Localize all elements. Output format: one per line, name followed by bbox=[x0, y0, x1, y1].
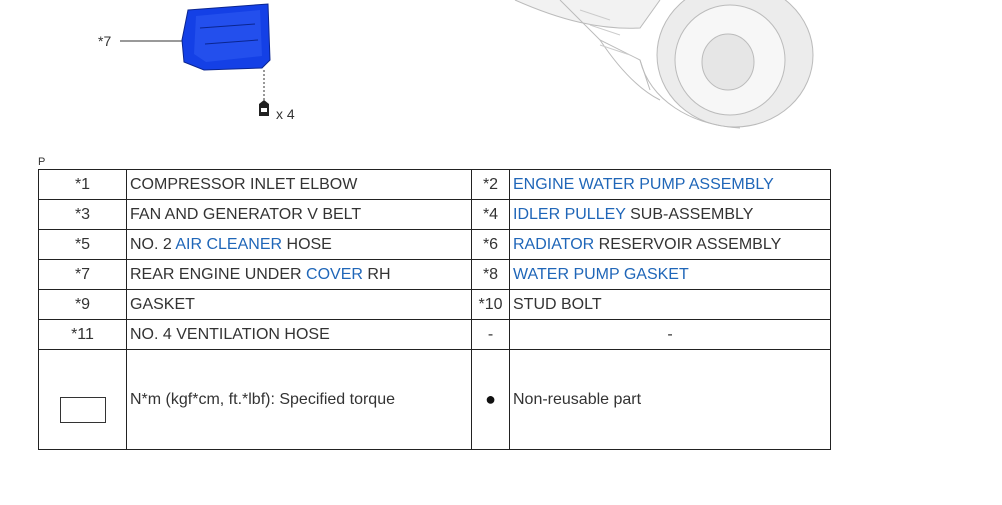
under-cover-part bbox=[182, 4, 270, 70]
item-number: *4 bbox=[472, 200, 510, 230]
vehicle-wheel-sketch bbox=[515, 0, 813, 128]
part-name-text: - bbox=[667, 325, 673, 343]
part-name-text: RH bbox=[362, 265, 391, 283]
parts-illustration bbox=[0, 0, 1002, 150]
item-number: *6 bbox=[472, 230, 510, 260]
nonreusable-dot-icon: ● bbox=[485, 389, 496, 409]
part-name-text: NO. 2 bbox=[130, 235, 176, 253]
part-name bbox=[510, 170, 831, 200]
item-number: *11 bbox=[39, 320, 127, 350]
part-name-text: FAN AND GENERATOR V BELT bbox=[130, 205, 362, 223]
item-number: *8 bbox=[472, 260, 510, 290]
part-name-text: RESERVOIR ASSEMBLY bbox=[594, 235, 782, 253]
torque-box-icon bbox=[60, 397, 106, 423]
part-name bbox=[510, 290, 831, 320]
part-name-text: COMPRESSOR INLET ELBOW bbox=[130, 175, 358, 193]
bolt-icon bbox=[259, 100, 269, 116]
part-name-text: NO. 4 VENTILATION HOSE bbox=[130, 325, 330, 343]
part-name bbox=[127, 230, 472, 260]
part-name-link[interactable]: RADIATOR bbox=[513, 235, 595, 253]
part-name bbox=[127, 320, 472, 350]
part-name-link[interactable]: COVER bbox=[306, 265, 363, 283]
part-name bbox=[510, 230, 831, 260]
item-number: - bbox=[472, 320, 510, 350]
part-name bbox=[127, 170, 472, 200]
part-name bbox=[510, 320, 831, 350]
part-name-text: REAR ENGINE UNDER bbox=[130, 265, 307, 283]
item-number: *9 bbox=[39, 290, 127, 320]
part-name-text: SUB-ASSEMBLY bbox=[625, 205, 754, 223]
legend-row bbox=[39, 260, 831, 290]
legend-row bbox=[39, 230, 831, 260]
part-name bbox=[510, 200, 831, 230]
part-name-link[interactable]: AIR CLEANER bbox=[175, 235, 283, 253]
item-number: *10 bbox=[472, 290, 510, 320]
item-number: *2 bbox=[472, 170, 510, 200]
part-name bbox=[510, 260, 831, 290]
callout-label: *7 bbox=[98, 33, 112, 49]
item-number: *1 bbox=[39, 170, 127, 200]
part-name-link[interactable]: WATER PUMP GASKET bbox=[513, 265, 689, 283]
part-name-text: GASKET bbox=[130, 295, 195, 313]
part-name-link[interactable]: IDLER PULLEY bbox=[513, 205, 626, 223]
legend-row bbox=[39, 320, 831, 350]
parts-legend-table bbox=[38, 169, 831, 450]
legend-row bbox=[39, 290, 831, 320]
item-number: *5 bbox=[39, 230, 127, 260]
legend-row bbox=[39, 170, 831, 200]
torque-description: N*m (kgf*cm, ft.*lbf): Specified torque bbox=[127, 350, 472, 450]
legend-symbol-row bbox=[39, 350, 831, 450]
nonreusable-description: Non-reusable part bbox=[510, 350, 831, 450]
legend-row bbox=[39, 200, 831, 230]
part-name bbox=[127, 290, 472, 320]
part-name bbox=[127, 260, 472, 290]
part-name-link[interactable]: ENGINE WATER PUMP ASSEMBLY bbox=[513, 175, 774, 193]
part-name-text: HOSE bbox=[282, 235, 332, 253]
item-number: *3 bbox=[39, 200, 127, 230]
torque-symbol-cell bbox=[39, 350, 127, 450]
quantity-label: x 4 bbox=[276, 106, 295, 122]
part-name bbox=[127, 200, 472, 230]
part-name-text: STUD BOLT bbox=[513, 295, 602, 313]
page-letter: P bbox=[38, 156, 46, 168]
legend-body bbox=[39, 170, 831, 350]
nonreusable-symbol-cell bbox=[472, 350, 510, 450]
item-number: *7 bbox=[39, 260, 127, 290]
